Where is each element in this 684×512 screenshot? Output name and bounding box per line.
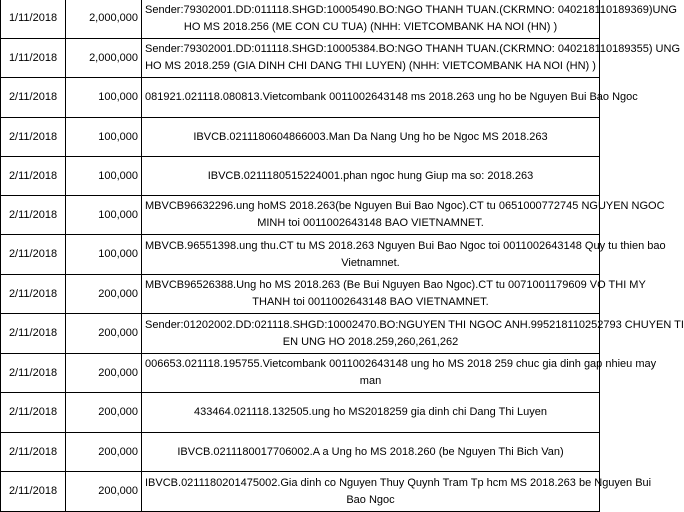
description-line: HO MS 2018.256 (ME CON CU TUA) (NHH: VIETCOMBANK HA NOI (HN) ) bbox=[183, 20, 558, 33]
description-line: MBVCB96632296.ung hoMS 2018.263(be Nguyen Bui Bao Ngoc).CT tu 0651000772745 NGUYEN NGOC bbox=[145, 200, 665, 212]
amount-cell: 2,000,000 bbox=[66, 0, 142, 39]
date-cell: 2/11/2018 bbox=[1, 196, 66, 235]
amount-cell: 200,000 bbox=[66, 354, 142, 393]
date-cell: 2/11/2018 bbox=[1, 393, 66, 433]
description-line: THANH toi 0011002643148 BAO VIETNAMNET. bbox=[252, 296, 489, 308]
date-cell: 2/11/2018 bbox=[1, 433, 66, 472]
description-line: MBVCB.96551398.ung thu.CT tu MS 2018.263 Nguyen Bui Bao Ngoc toi 0011002643148 Quy tu thien bao bbox=[145, 239, 666, 252]
description-line: 081921.021118.080813.Vietcombank 0011002643148 ms 2018.263 ung ho be Nguyen Bui Bao Ngoc bbox=[145, 91, 638, 103]
description-cell bbox=[142, 196, 665, 235]
amount-cell: 100,000 bbox=[66, 196, 142, 235]
description-line: IBVCB.0211180515224001.phan ngoc hung Giup ma so: 2018.263 bbox=[207, 169, 534, 182]
amount-cell: 2,000,000 bbox=[66, 39, 142, 78]
date-cell: 1/11/2018 bbox=[1, 39, 66, 78]
description-line: Vietnamnet. bbox=[341, 256, 400, 269]
table-row bbox=[1, 235, 600, 275]
description-line: Sender:79302001.DD:011118.SHGD:10005490.BO:NGO THANH TUAN.(CKRMNO: 040218110189369)UNG bbox=[145, 3, 677, 16]
date-cell: 2/11/2018 bbox=[1, 235, 66, 275]
date-cell: 2/11/2018 bbox=[1, 314, 66, 354]
description-line: man bbox=[359, 375, 382, 387]
description-line: MBVCB96526388.Ung ho MS 2018.263 (Be Bui Nguyen Bao Ngoc).CT tu 0071001179609 VO THI MY bbox=[145, 279, 646, 291]
description-cell bbox=[142, 314, 684, 354]
amount-cell: 200,000 bbox=[66, 472, 142, 512]
table-row bbox=[1, 472, 600, 512]
description-cell bbox=[142, 354, 657, 393]
amount-cell: 200,000 bbox=[66, 314, 142, 354]
table-row bbox=[1, 275, 600, 314]
description-cell bbox=[142, 472, 652, 512]
description-line: 006653.021118.195755.Vietcombank 0011002643148 ung ho MS 2018 259 chuc gia dinh gap nhieu may bbox=[145, 358, 657, 370]
amount-cell: 200,000 bbox=[66, 433, 142, 472]
table-row bbox=[1, 0, 600, 39]
amount-cell: 100,000 bbox=[66, 157, 142, 196]
amount-cell: 100,000 bbox=[66, 235, 142, 275]
description-cell bbox=[142, 0, 677, 39]
table-row bbox=[1, 314, 600, 354]
date-cell: 2/11/2018 bbox=[1, 275, 66, 314]
description-line: Sender:79302001.DD:011118.SHGD:10005384.BO:NGO THANH TUAN.(CKRMNO: 040218110189355) UNG bbox=[145, 43, 680, 55]
description-line: IBVCB.0211180017706002.A a Ung ho MS 2018.260 (be Nguyen Thi Bich Van) bbox=[177, 445, 564, 458]
description-cell bbox=[142, 235, 666, 275]
amount-cell: 200,000 bbox=[66, 393, 142, 433]
date-cell: 2/11/2018 bbox=[1, 472, 66, 512]
description-line: IBVCB.0211180201475002.Gia dinh co Nguyen Thuy Quynh Tram Tp hcm MS 2018.263 be Nguyen Bui bbox=[145, 476, 652, 489]
date-cell: 2/11/2018 bbox=[1, 78, 66, 118]
date-cell: 2/11/2018 bbox=[1, 118, 66, 157]
table-row bbox=[1, 393, 600, 433]
date-cell: 2/11/2018 bbox=[1, 157, 66, 196]
table-row bbox=[1, 118, 600, 157]
table-row bbox=[1, 157, 600, 196]
description-cell bbox=[142, 118, 600, 157]
description-line: Sender:01202002.DD:021118.SHGD:10002470.BO:NGUYEN THI NGOC ANH.995218110252793 CHUYEN TI bbox=[145, 318, 684, 331]
table-row bbox=[1, 433, 600, 472]
amount-cell: 100,000 bbox=[66, 78, 142, 118]
transaction-rows bbox=[1, 0, 684, 512]
description-line: Bao Ngoc bbox=[346, 493, 395, 506]
amount-cell: 200,000 bbox=[66, 275, 142, 314]
description-cell bbox=[142, 275, 646, 314]
description-cell bbox=[142, 78, 638, 118]
date-cell: 1/11/2018 bbox=[1, 0, 66, 39]
table-row bbox=[1, 39, 600, 78]
description-cell bbox=[142, 157, 600, 196]
table-row bbox=[1, 78, 600, 118]
description-line: EN UNG HO 2018.259,260,261,262 bbox=[282, 335, 459, 348]
description-cell bbox=[142, 39, 680, 78]
description-cell bbox=[142, 433, 600, 472]
description-line: 433464.021118.132505.ung ho MS2018259 gia dinh chi Dang Thi Luyen bbox=[194, 406, 547, 418]
description-line: HO MS 2018.259 (GIA DINH CHI DANG THI LUYEN) (NHH: VIETCOMBANK HA NOI (HN) ) bbox=[145, 60, 596, 72]
description-line: IBVCB.0211180604866003.Man Da Nang Ung ho be Ngoc MS 2018.263 bbox=[193, 130, 548, 143]
table-row bbox=[1, 196, 600, 235]
table-row bbox=[1, 354, 600, 393]
description-line: MINH toi 0011002643148 BAO VIETNAMNET. bbox=[257, 217, 484, 229]
description-cell bbox=[142, 393, 600, 433]
date-cell: 2/11/2018 bbox=[1, 354, 66, 393]
amount-cell: 100,000 bbox=[66, 118, 142, 157]
